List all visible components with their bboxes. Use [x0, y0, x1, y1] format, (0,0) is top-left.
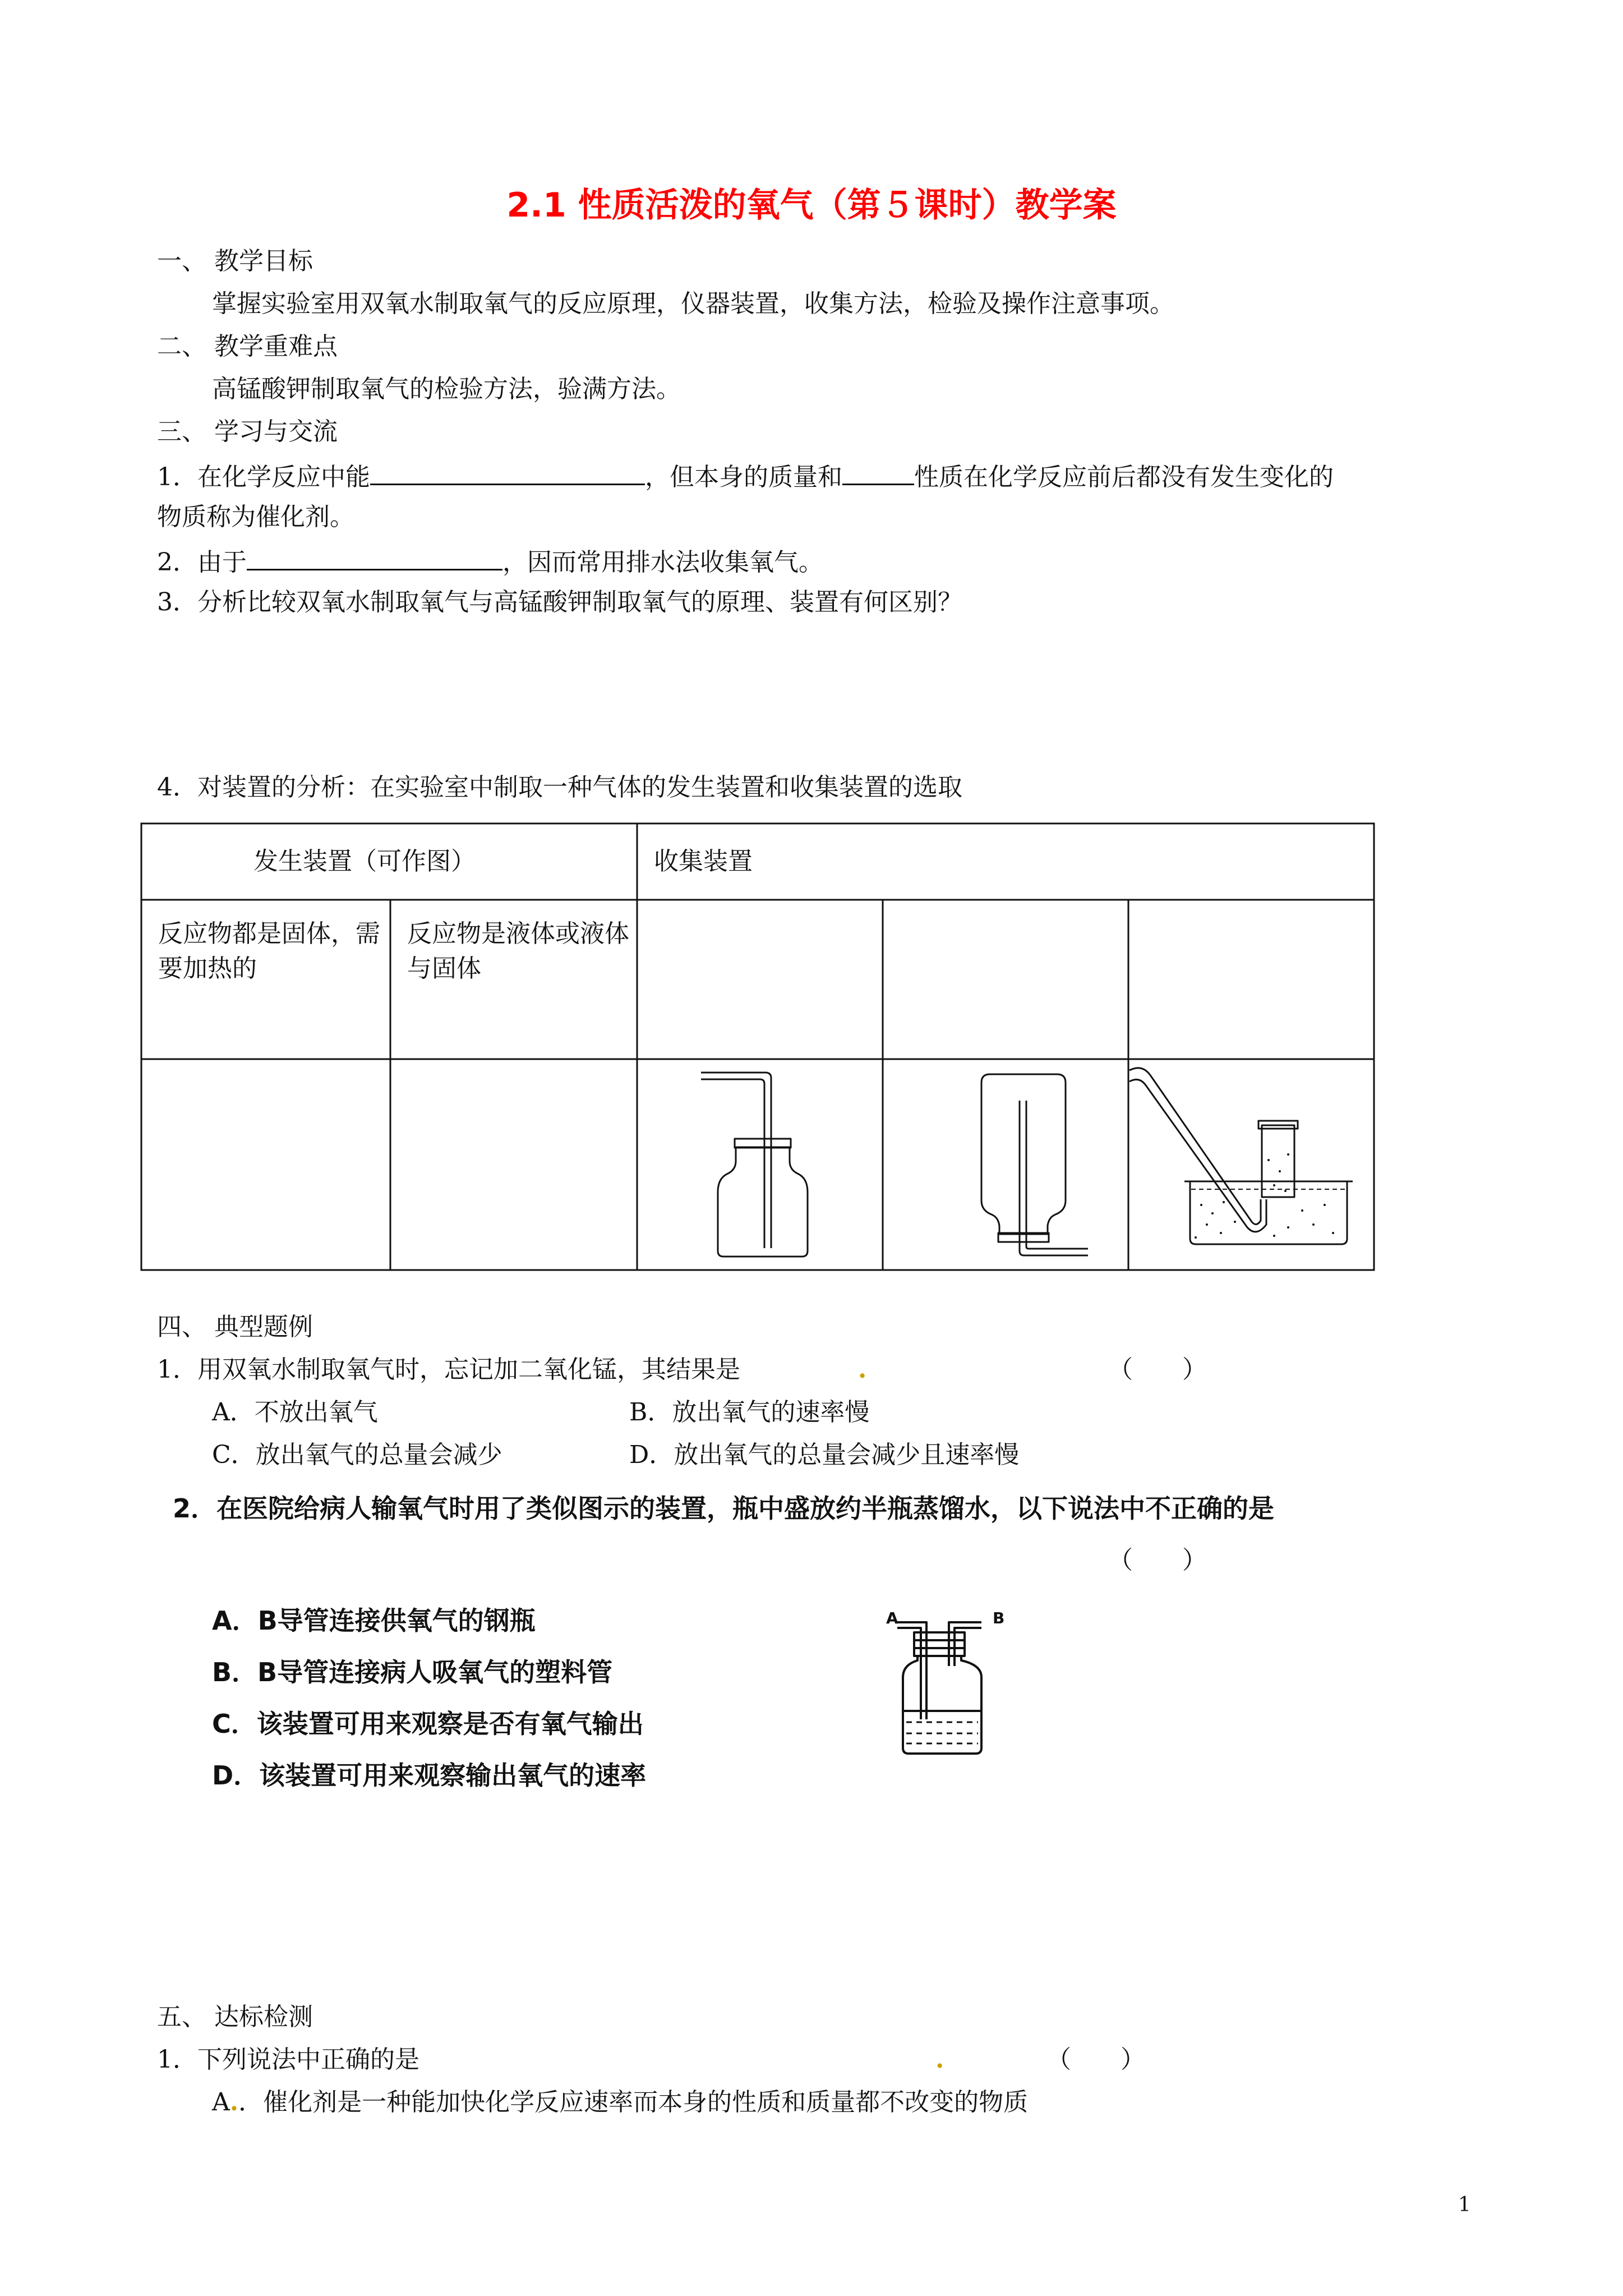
table-header-collection: 收集装置: [654, 847, 753, 876]
question-3-1-part-a: 1．在化学反应中能: [157, 463, 370, 491]
assessment-1-answer-paren[interactable]: （ ）: [1046, 2045, 1145, 2074]
table-header-generation: 发生装置（可作图）: [253, 847, 476, 876]
key-points-text: 高锰酸钾制取氧气的检验方法，验满方法。: [212, 375, 681, 403]
question-3-1-part-c: 性质在化学反应前后都没有发生变化的: [914, 463, 1334, 491]
section-heading-assessment: 五、 达标检测: [157, 2003, 313, 2031]
figure-label-a: A: [886, 1609, 898, 1627]
question-3-2-part-a: 2．由于: [157, 548, 247, 577]
table-cell-solid-heated: 反应物都是固体，需要加热的: [158, 919, 380, 983]
page-title: 2.1 性质活泼的氧气（第５课时）教学案: [506, 186, 1117, 225]
section-heading-learning: 三、 学习与交流: [157, 417, 338, 446]
option-text: ．催化剂是一种能加快化学反应速率而本身的性质和质量都不改变的物质: [238, 2088, 1029, 2116]
water-displacement-trough-icon: [1128, 1059, 1374, 1270]
question-3-4: 4．对装置的分析：在实验室中制取一种气体的发生装置和收集装置的选取: [157, 773, 962, 802]
option-mark: .: [229, 2088, 239, 2116]
upward-air-collection-bottle-icon: [695, 1066, 830, 1262]
example-1-answer-paren[interactable]: （ ）: [1108, 1355, 1207, 1384]
example-1-option-a: A．不放出氧气: [212, 1398, 378, 1427]
example-1-option-c: C．放出氧气的总量会减少: [212, 1441, 502, 1469]
question-3-3: 3．分析比较双氧水制取氧气与高锰酸钾制取氧气的原理、装置有何区别？: [157, 588, 962, 616]
example-2-answer-paren[interactable]: （ ）: [1108, 1546, 1207, 1575]
question-3-1-part-b: ，但本身的质量和: [645, 463, 842, 491]
example-1-question: 1．用双氧水制取氧气时，忘记加二氧化锰，其结果是: [157, 1355, 740, 1384]
example-2-option-d: D．该装置可用来观察输出氧气的速率: [212, 1760, 647, 1791]
option-letter: A: [212, 2088, 230, 2116]
example-2-option-a: A．B导管连接供氧气的钢瓶: [212, 1605, 536, 1636]
section-heading-examples: 四、 典型题例: [157, 1313, 313, 1341]
assessment-1-question: 1．下列说法中正确的是: [157, 2045, 419, 2074]
oxygen-humidifier-bottle-icon: [892, 1616, 998, 1761]
assessment-1-option-a: [212, 2087, 1028, 2118]
assessment-1-mark: .: [935, 2045, 944, 2074]
question-3-2-part-b: ，因而常用排水法收集氧气。: [502, 548, 823, 577]
example-1-mark: .: [858, 1355, 867, 1384]
example-2-option-c: C．该装置可用来观察是否有氧气输出: [212, 1709, 644, 1739]
question-3-1-cont: 物质称为催化剂。: [157, 503, 354, 531]
downward-air-collection-bottle-icon: [976, 1066, 1088, 1262]
section-heading-key-points: 二、 教学重难点: [157, 332, 338, 361]
section-heading-objectives: 一、 教学目标: [157, 247, 313, 275]
page-number: 1: [1458, 2193, 1471, 2216]
example-2-option-b: B．B导管连接病人吸氧气的塑料管: [212, 1657, 613, 1687]
example-1-option-d: D．放出氧气的总量会减少且速率慢: [629, 1441, 1020, 1469]
figure-label-b: B: [993, 1609, 1005, 1627]
table-cell-liquid: 反应物是液体或液体与固体: [407, 919, 629, 983]
example-2-question: 2．在医院给病人输氧气时用了类似图示的装置，瓶中盛放约半瓶蒸馏水，以下说法中不正确的是: [173, 1493, 1275, 1524]
objectives-text: 掌握实验室用双氧水制取氧气的反应原理，仪器装置，收集方法，检验及操作注意事项。: [212, 289, 1174, 318]
example-1-option-b: B．放出氧气的速率慢: [629, 1398, 870, 1427]
